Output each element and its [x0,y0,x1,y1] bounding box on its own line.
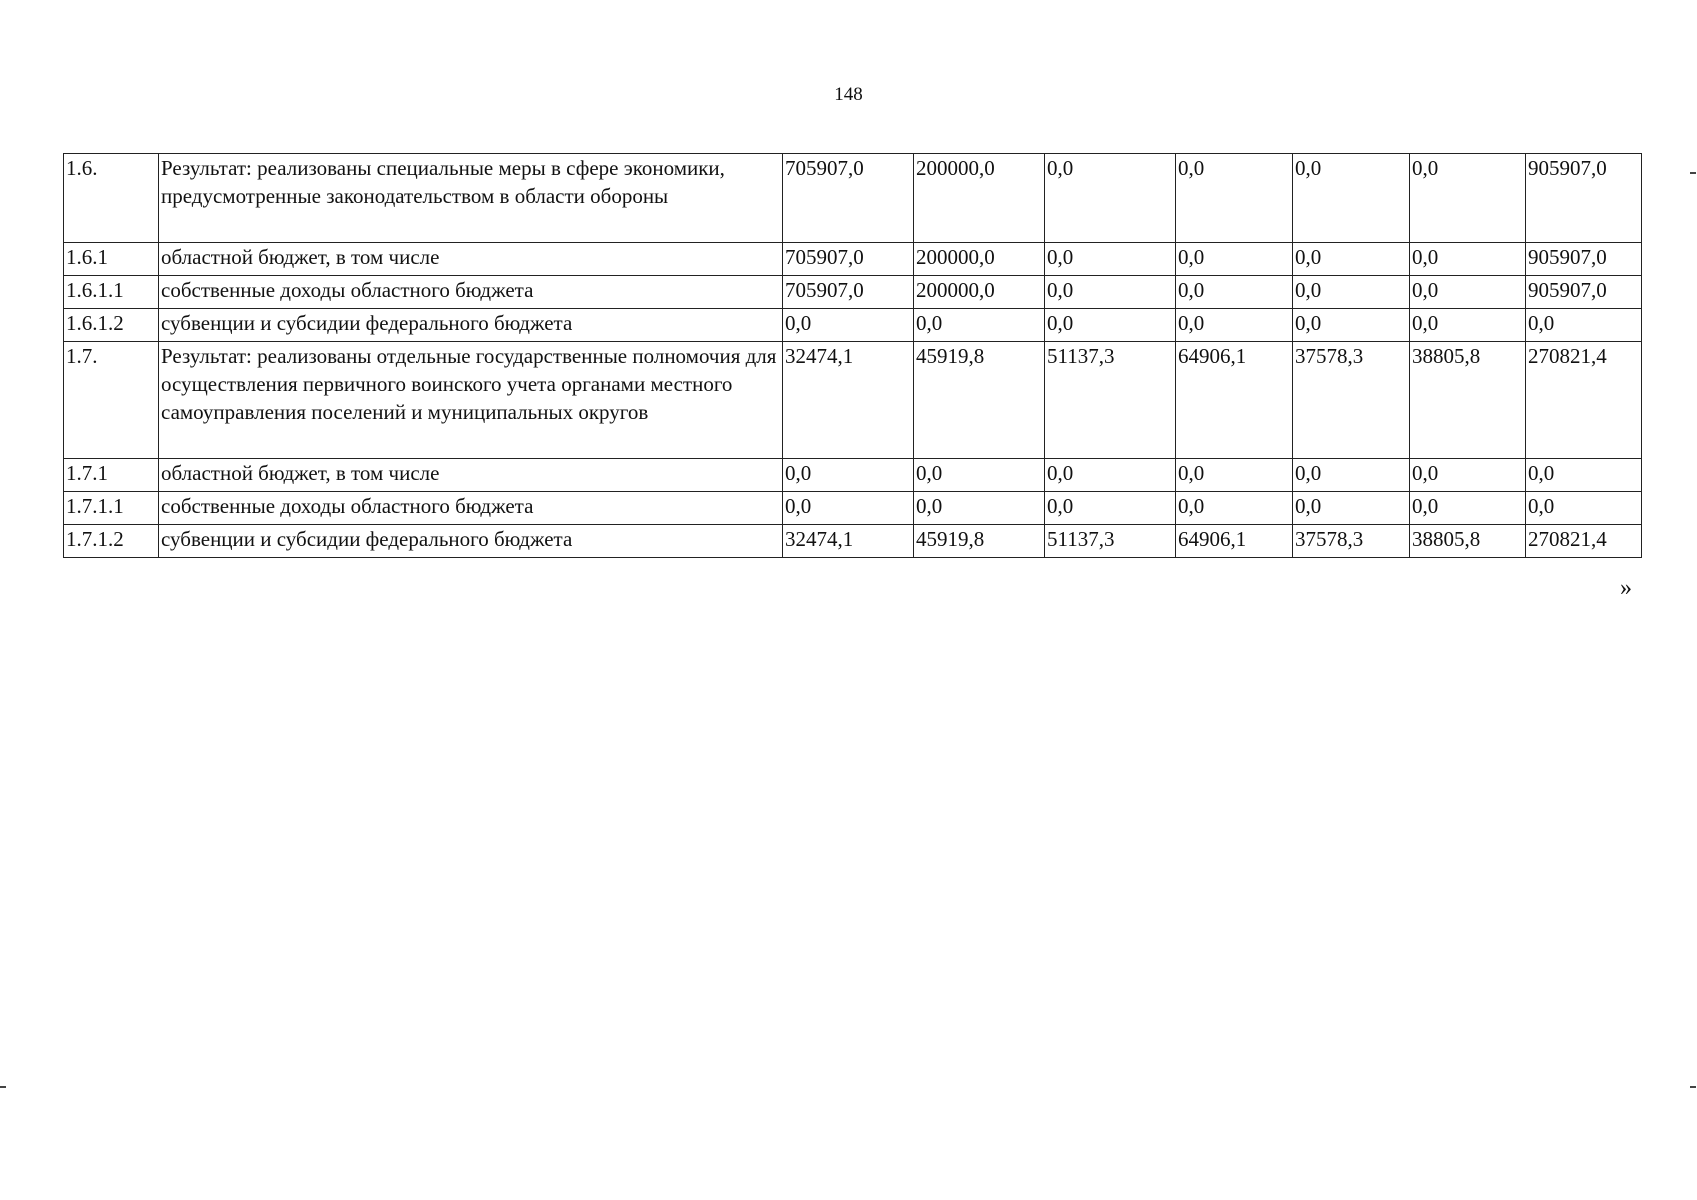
value-cell: 0,0 [1410,492,1526,525]
budget-table [63,153,1642,558]
value-cell: 0,0 [1293,154,1410,243]
row-code: 1.7.1.1 [64,492,159,525]
row-description: субвенции и субсидии федерального бюджета [159,309,783,342]
value-cell: 0,0 [1176,492,1293,525]
scan-edge-mark [1690,1086,1696,1088]
value-cell: 0,0 [1045,154,1176,243]
value-cell: 0,0 [1176,154,1293,243]
total-cell: 0,0 [1526,492,1642,525]
total-cell: 270821,4 [1526,525,1642,558]
value-cell: 32474,1 [783,525,914,558]
total-cell: 905907,0 [1526,243,1642,276]
value-cell: 0,0 [1293,309,1410,342]
value-cell: 38805,8 [1410,342,1526,459]
value-cell: 0,0 [1045,243,1176,276]
value-cell: 37578,3 [1293,342,1410,459]
total-cell: 270821,4 [1526,342,1642,459]
continuation-mark: » [1620,575,1632,601]
row-description: субвенции и субсидии федерального бюджета [159,525,783,558]
value-cell: 0,0 [783,459,914,492]
value-cell: 200000,0 [914,276,1045,309]
value-cell: 0,0 [1045,459,1176,492]
value-cell: 0,0 [1293,276,1410,309]
value-cell: 0,0 [1045,492,1176,525]
value-cell: 200000,0 [914,243,1045,276]
value-cell: 705907,0 [783,276,914,309]
scan-edge-mark [0,1086,6,1088]
row-code: 1.7.1.2 [64,525,159,558]
value-cell: 0,0 [1410,154,1526,243]
table-row [64,276,1642,309]
value-cell: 51137,3 [1045,525,1176,558]
value-cell: 0,0 [1410,309,1526,342]
table-row [64,243,1642,276]
table-row [64,492,1642,525]
value-cell: 0,0 [1293,459,1410,492]
table-row [64,459,1642,492]
row-code: 1.7.1 [64,459,159,492]
value-cell: 0,0 [914,459,1045,492]
value-cell: 38805,8 [1410,525,1526,558]
value-cell: 45919,8 [914,342,1045,459]
row-description: Результат: реализованы специальные меры в сфере экономики, предусмотренные законодательством в области обороны [159,154,783,243]
value-cell: 0,0 [1293,492,1410,525]
row-description: областной бюджет, в том числе [159,243,783,276]
row-code: 1.6.1 [64,243,159,276]
row-description: собственные доходы областного бюджета [159,276,783,309]
value-cell: 0,0 [1176,459,1293,492]
row-code: 1.7. [64,342,159,459]
value-cell: 37578,3 [1293,525,1410,558]
row-code: 1.6.1.1 [64,276,159,309]
value-cell: 0,0 [914,309,1045,342]
value-cell: 51137,3 [1045,342,1176,459]
value-cell: 64906,1 [1176,525,1293,558]
value-cell: 0,0 [1176,243,1293,276]
row-description: Результат: реализованы отдельные государственные полномочия для осуществления первичного воинского учета органами местного самоуправления поселений и муниципальных округов [159,342,783,459]
row-description: собственные доходы областного бюджета [159,492,783,525]
scan-edge-mark [1690,172,1696,174]
table-row [64,342,1642,459]
table-row [64,309,1642,342]
value-cell: 45919,8 [914,525,1045,558]
row-code: 1.6. [64,154,159,243]
value-cell: 0,0 [1410,243,1526,276]
table-row [64,525,1642,558]
value-cell: 0,0 [783,492,914,525]
value-cell: 0,0 [1293,243,1410,276]
value-cell: 0,0 [1045,309,1176,342]
value-cell: 705907,0 [783,154,914,243]
row-code: 1.6.1.2 [64,309,159,342]
value-cell: 0,0 [1045,276,1176,309]
table-row [64,154,1642,243]
value-cell: 64906,1 [1176,342,1293,459]
value-cell: 0,0 [1410,459,1526,492]
value-cell: 0,0 [1176,276,1293,309]
total-cell: 905907,0 [1526,276,1642,309]
value-cell: 0,0 [783,309,914,342]
total-cell: 905907,0 [1526,154,1642,243]
value-cell: 0,0 [914,492,1045,525]
value-cell: 0,0 [1410,276,1526,309]
value-cell: 200000,0 [914,154,1045,243]
value-cell: 32474,1 [783,342,914,459]
total-cell: 0,0 [1526,459,1642,492]
value-cell: 705907,0 [783,243,914,276]
value-cell: 0,0 [1176,309,1293,342]
row-description: областной бюджет, в том числе [159,459,783,492]
total-cell: 0,0 [1526,309,1642,342]
page-number: 148 [834,84,863,105]
